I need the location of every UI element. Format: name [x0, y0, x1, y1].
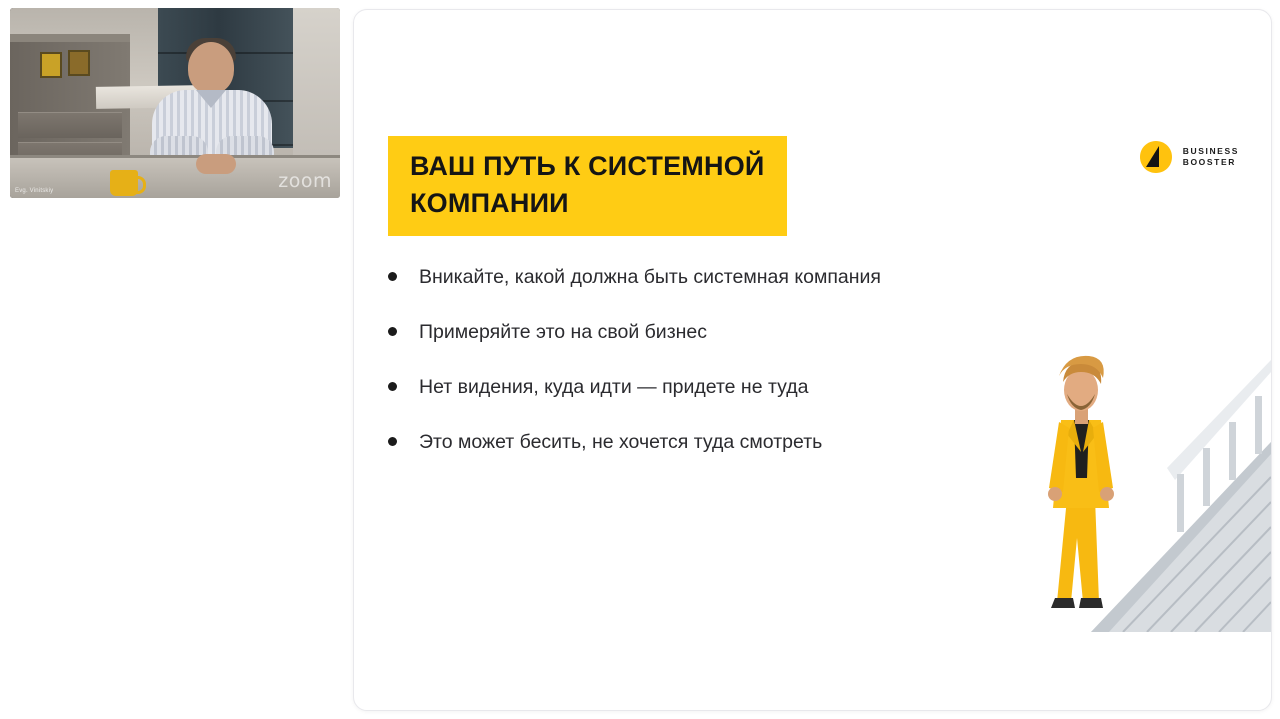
- bullet-dot-icon: [388, 382, 397, 391]
- brand-logo: [1139, 140, 1239, 174]
- picture-frame-icon: [40, 52, 62, 78]
- bullet-text: Это может бесить, не хочется туда смотреть: [419, 431, 823, 453]
- slide-bullet-list: [384, 260, 984, 480]
- list-item: [384, 315, 984, 349]
- drawer: [18, 112, 122, 138]
- list-item: [384, 260, 984, 294]
- person-head: [188, 42, 234, 94]
- list-item: [384, 425, 984, 459]
- bullet-text: Нет видения, куда идти — придете не туда: [419, 376, 809, 398]
- bullet-text: Вникайте, какой должна быть системная компания: [419, 266, 881, 288]
- bullet-text: Примеряйте это на свой бизнес: [419, 321, 707, 343]
- bullet-dot-icon: [388, 327, 397, 336]
- slide-title-line-1: ВАШ ПУТЬ К СИСТЕМНОЙ: [410, 151, 765, 181]
- slide-title-line-2: КОМПАНИИ: [410, 188, 569, 218]
- business-booster-mark-icon: [1139, 140, 1173, 174]
- webcam-tile[interactable]: [10, 8, 340, 198]
- participant-name-label: Evg. Vinitskiy: [15, 188, 54, 194]
- coffee-mug-icon: [110, 170, 138, 196]
- picture-frame-icon: [68, 50, 90, 76]
- brand-wordmark: [1183, 146, 1239, 168]
- brand-line-2: BOOSTER: [1182, 157, 1236, 167]
- brand-line-1: BUSINESS: [1182, 146, 1239, 156]
- bullet-dot-icon: [388, 272, 397, 281]
- desk-edge: [10, 155, 340, 158]
- shelf-top: [10, 34, 130, 42]
- slide-canvas[interactable]: [353, 9, 1272, 711]
- illustration-man-on-stairs: [971, 302, 1271, 632]
- list-item: [384, 370, 984, 404]
- slide-title-highlight: [388, 136, 787, 236]
- zoom-watermark: zoom: [278, 170, 332, 192]
- person-hands: [196, 154, 236, 174]
- bullet-dot-icon: [388, 437, 397, 446]
